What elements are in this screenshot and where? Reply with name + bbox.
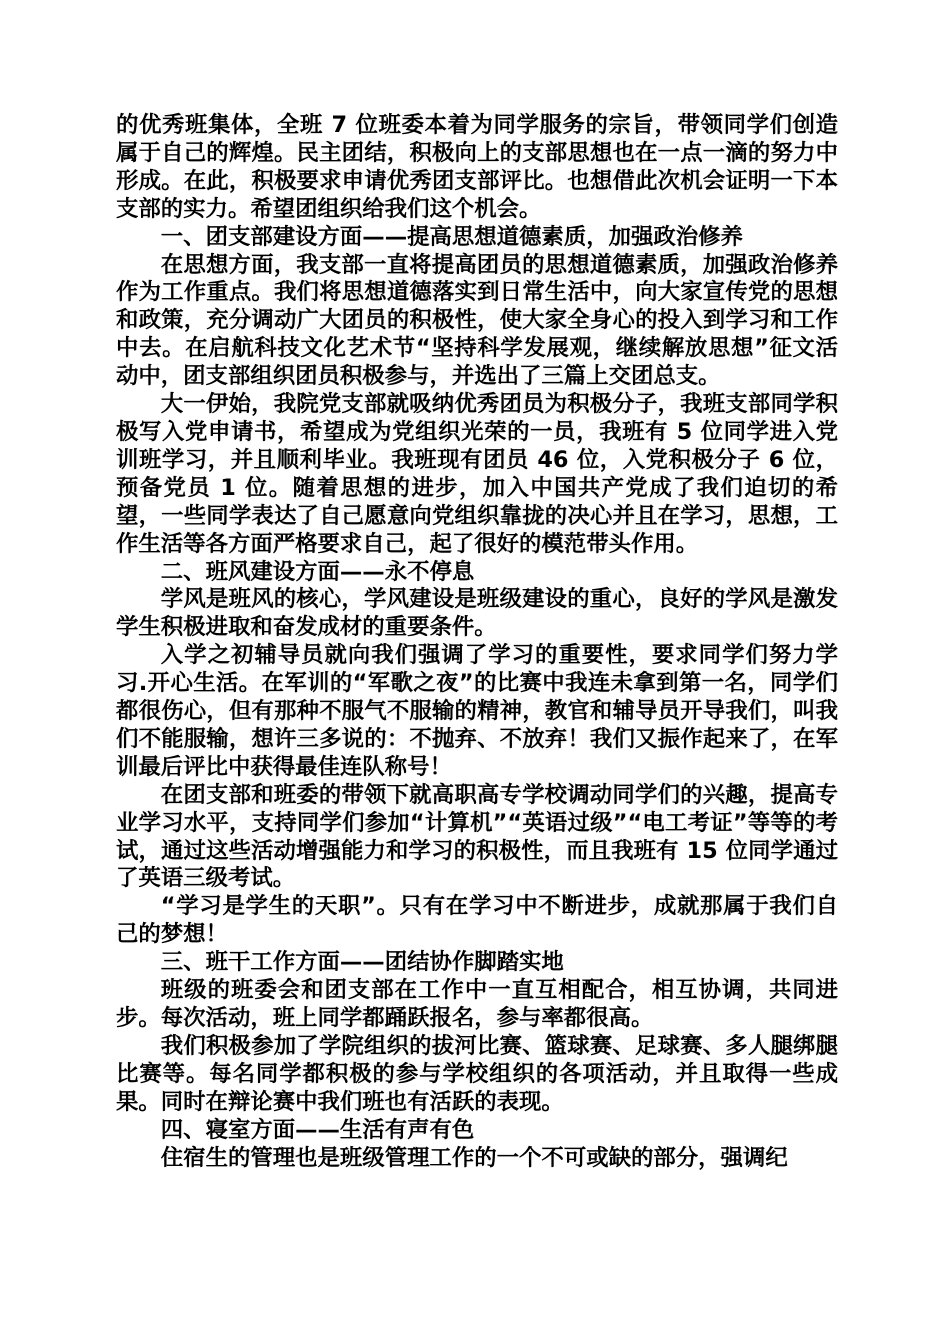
paragraph-ideology: 在思想方面，我支部一直将提高团员的思想道德素质，加强政治修养作为工作重点。我们将思想道德落实到日常生活中，向大家宣传党的思想和政策，充分调动广大团员的积极性，使大家全身心的投入到学习和工作中去。在启航科技文化艺术节“坚持科学发展观，继续解放思想”征文活动中，团支部组织团员积极参与，并选出了三篇上交团总支。: [116, 251, 838, 390]
paragraph-military-training: 入学之初辅导员就向我们强调了学习的重要性，要求同学们努力学习.开心生活。在军训的“军歌之夜”的比赛中我连未拿到第一名，同学们都很伤心，但有那种不服气不服输的精神，教官和辅导员开导我们，叫我们不能服输，想许三多说的：不抛弃、不放弃！我们又振作起来了，在军训最后评比中获得最佳连队称号！: [116, 642, 838, 780]
section-heading-dormitory: 四、寝室方面——生活有声有色: [160, 1116, 475, 1143]
paragraph-party-activists: 大一伊始，我院党支部就吸纳优秀团员为积极分子，我班支部同学积极写入党申请书，希望成为党组织光荣的一员，我班有 5 位同学进入党训班学习，并且顺利毕业。我班现有团员 46 位，入党积极分子 6 位，预备党员 1 位。随着思想的进步，加入中国共产党成了我们迫切的希望，一些同学表达了自己愿意向党组织靠拢的决心并且在学习，思想，工作生活等各方面严格要求自己，起了很好的模范带头作用。: [116, 391, 838, 557]
paragraph-exams: 在团支部和班委的带领下就高职高专学校调动同学们的兴趣，提高专业学习水平，支持同学们参加“计算机”“英语过级”“电工考证”等等的考试，通过这些活动增强能力和学习的积极性，而且我班有 15 位同学通过了英语三级考试。: [116, 781, 838, 892]
paragraph-intro: 的优秀班集体，全班 7 位班委本着为同学服务的宗旨，带领同学们创造属于自己的辉煌。民主团结，积极向上的支部思想也在一点一滴的努力中形成。在此，积极要求申请优秀团支部评比。也想借此次机会证明一下本支部的实力。希望团组织给我们这个机会。: [116, 112, 838, 222]
section-heading-cadre-work: 三、班干工作方面——团结协作脚踏实地: [160, 949, 564, 976]
document-body: [116, 112, 838, 1172]
paragraph-study-style: 学风是班风的核心，学风建设是班级建设的重心，良好的学风是激发学生积极进取和奋发成材的重要条件。: [116, 586, 838, 641]
paragraph-competitions: 我们积极参加了学院组织的拔河比赛、篮球赛、足球赛、多人腿绑腿比赛等。每名同学都积极的参与学校组织的各项活动，并且取得一些成果。同时在辩论赛中我们班也有活跃的表现。: [116, 1032, 838, 1115]
section-heading-league-branch: 一、团支部建设方面——提高思想道德素质，加强政治修养: [160, 223, 743, 250]
paragraph-cooperation: 班级的班委会和团支部在工作中一直互相配合，相互协调，共同进步。每次活动，班上同学都踊跃报名，参与率都很高。: [116, 977, 838, 1031]
paragraph-dormitory-management: 住宿生的管理也是班级管理工作的一个不可或缺的部分，强调纪: [160, 1144, 788, 1171]
paragraph-study-duty: “学习是学生的天职”。只有在学习中不断进步，成就那属于我们自己的梦想！: [116, 893, 838, 948]
section-heading-class-style: 二、班风建设方面——永不停息: [160, 558, 475, 585]
